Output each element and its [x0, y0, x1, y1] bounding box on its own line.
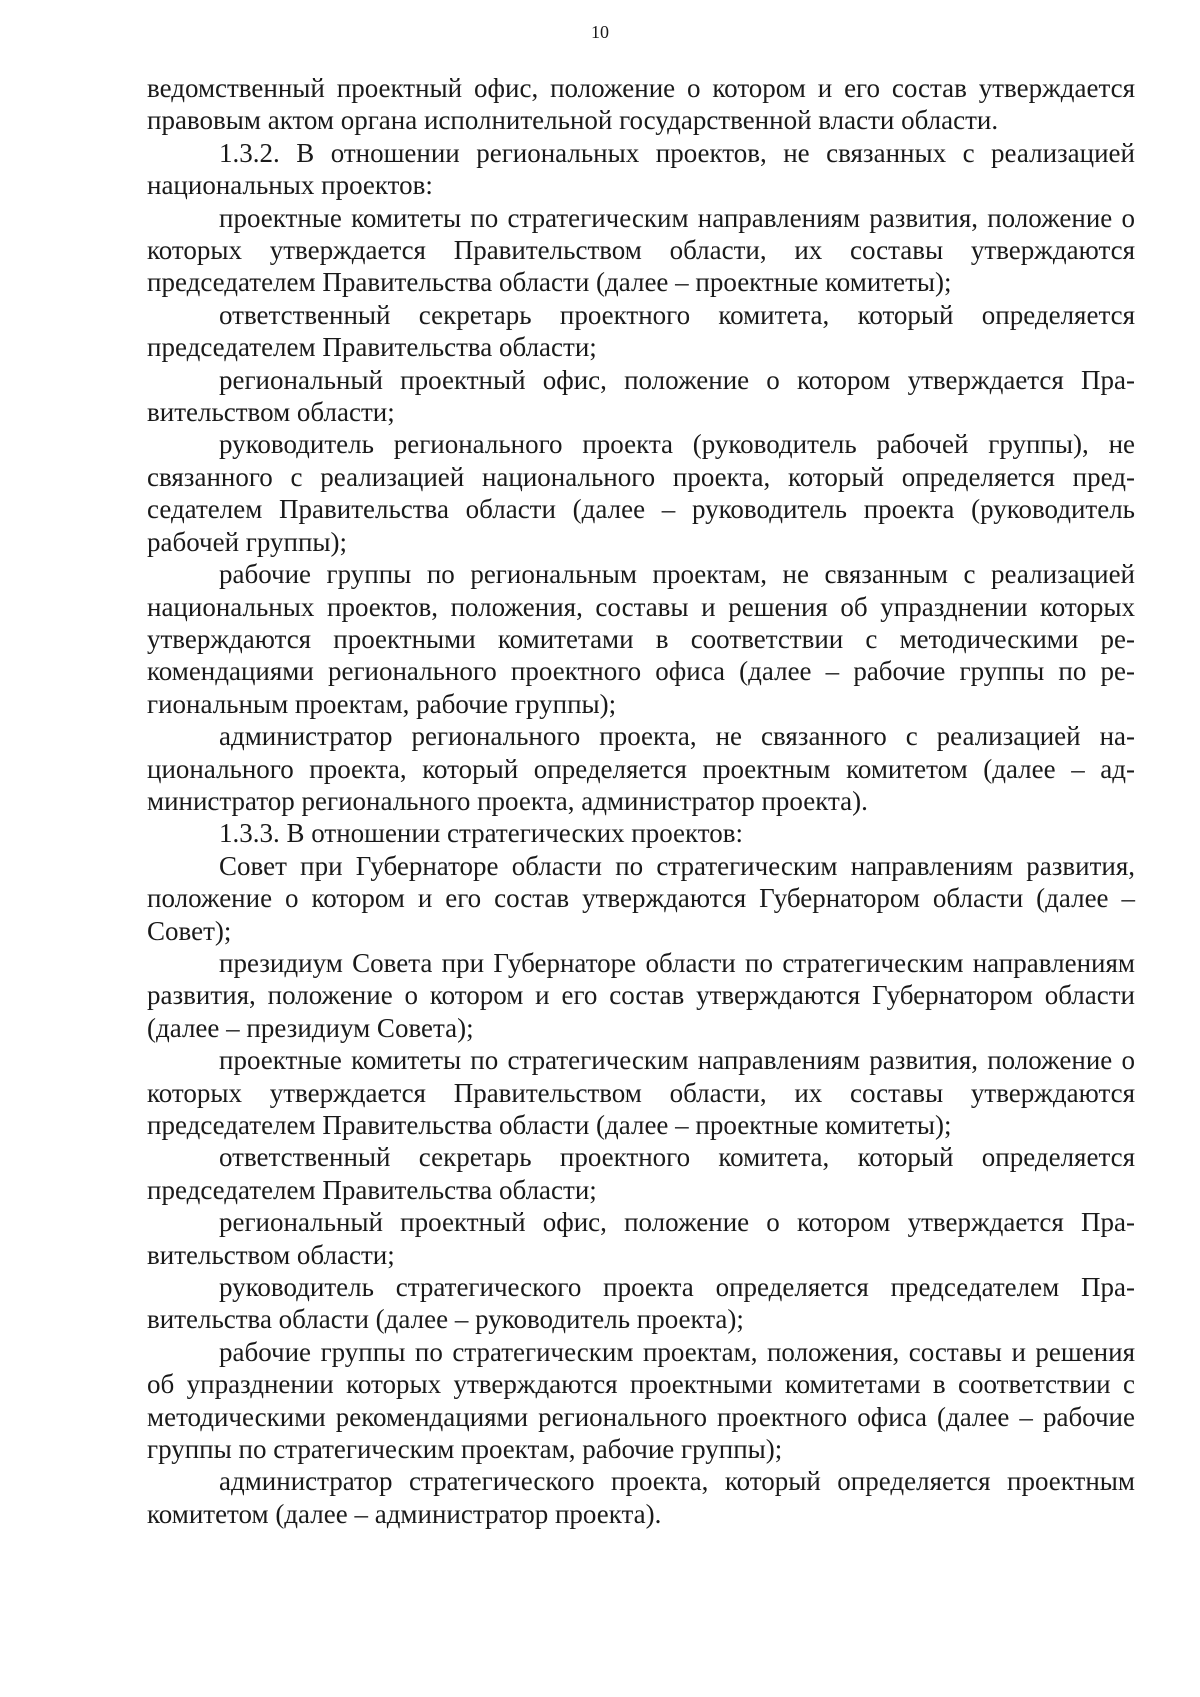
paragraph: рабочие группы по стратегическим проектам, положения, составы и решения об упразднении которых утверждаются проектными комитетами в соответствии с методическими рекомендациями регионального проектного офиса (далее – рабочие группы по стратегическим проектам, рабочие группы);: [147, 1336, 1135, 1465]
paragraph: проектные комитеты по стратегическим направлениям развития, положение о которых утверждается Правительством области, их составы утверждаются председателем Правительства области (далее – проектные комитеты);: [147, 1045, 1135, 1140]
paragraph: рабочие группы по региональным проектам, не связанным с реализацией национальных проектов, положения, составы и решения об упразднении которых утверждаются проектными комитетами в соответствии с методическими рекомендациями регионального проектного офиса (далее – рабочие группы по региональным проектам, рабочие группы);: [147, 559, 1135, 719]
paragraph: ответственный секретарь проектного комитета, который определяется председателем Правительства области;: [147, 299, 1135, 363]
paragraph-continuation: ведомственный проектный офис, положение о котором и его состав утверждается правовым актом органа исполнительной государственной власти области.: [147, 73, 1135, 136]
paragraph: руководитель регионального проекта (руководитель рабочей группы), не связанного с реализацией национального проекта, который определяется председателем Правительства области (далее – руководитель проекта (руководитель рабочей группы);: [147, 429, 1135, 557]
paragraph: ответственный секретарь проектного комитета, который определяется председателем Правительства области;: [147, 1142, 1135, 1205]
paragraph: региональный проектный офис, положение о котором утверждается Правительством области;: [147, 1207, 1135, 1270]
paragraph: президиум Совета при Губернаторе области по стратегическим направлениям развития, положение о котором и его состав утверждаются Губернатором области (далее – президиум Совета);: [147, 947, 1135, 1043]
paragraph: руководитель стратегического проекта определяется председателем Правительства области (далее – руководитель проекта);: [147, 1272, 1135, 1335]
paragraph: Совет при Губернаторе области по стратегическим направлениям развития, положение о котором и его состав утверждаются Губернатором области (далее – Совет);: [147, 850, 1135, 946]
paragraph: администратор стратегического проекта, который определяется проектным комитетом (далее – администратор проекта).: [147, 1466, 1135, 1529]
document-body: [147, 72, 1135, 1530]
paragraph: региональный проектный офис, положение о котором утверждается Правительством области;: [147, 364, 1135, 428]
paragraph: проектные комитеты по стратегическим направлениям развития, положение о которых утверждается Правительством области, их составы утверждаются председателем Правительства области (далее – проектные комитеты);: [147, 202, 1135, 298]
page-number: 10: [591, 22, 609, 42]
paragraph-section-1-3-2: 1.3.2. В отношении региональных проектов, не связанных с реализацией национальных проектов:: [147, 137, 1135, 201]
paragraph: администратор регионального проекта, не связанного с реализацией национального проекта, который определяется проектным комитетом (далее – администратор регионального проекта, администратор проекта).: [147, 721, 1135, 816]
paragraph-section-1-3-3: 1.3.3. В отношении стратегических проектов:: [219, 818, 743, 849]
